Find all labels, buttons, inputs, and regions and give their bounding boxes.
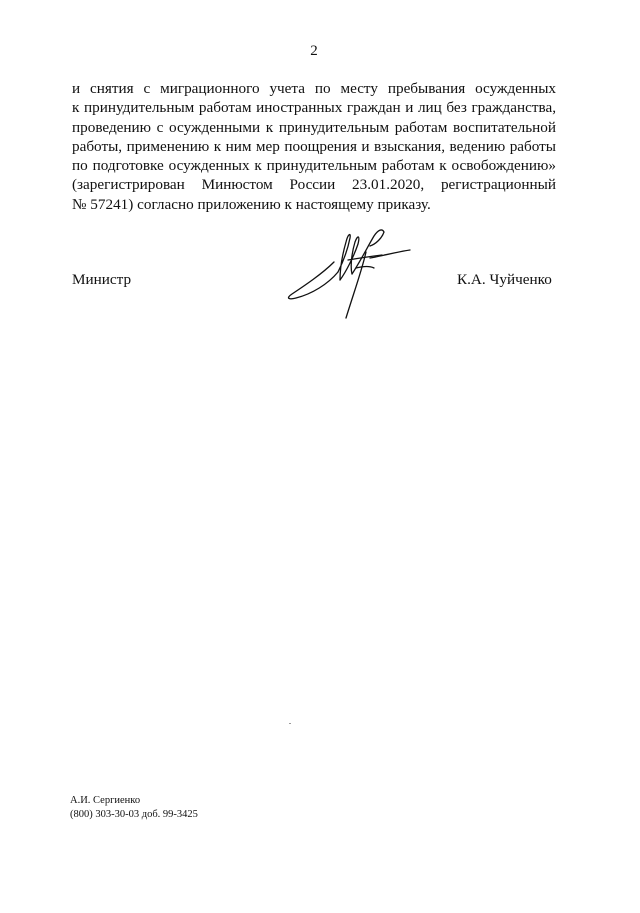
body-line: к принудительным работам иностранных граждан и лиц без гражданства, bbox=[72, 99, 556, 117]
signer-title: Министр bbox=[72, 271, 132, 288]
executor-name: А.И. Сергиенко bbox=[70, 795, 141, 806]
scan-speck bbox=[289, 723, 291, 724]
body-line: проведению с осужденными к принудительным работам воспитательной bbox=[72, 118, 556, 136]
signer-name: К.А. Чуйченко bbox=[457, 271, 552, 288]
handwritten-signature bbox=[282, 222, 418, 322]
body-line: работы, применению к ним мер поощрения и взыскания, ведению работы bbox=[72, 137, 556, 155]
executor-block bbox=[70, 794, 198, 821]
executor-phone: (800) 303-30-03 доб. 99-3425 bbox=[70, 808, 198, 820]
page-number: 2 bbox=[310, 43, 318, 59]
body-line: № 57241) согласно приложению к настоящему приказу. bbox=[72, 195, 431, 213]
body-line: по подготовке осужденных к принудительным работам к освобождению» bbox=[72, 157, 556, 175]
body-line: (зарегистрирован Минюстом России 23.01.2020, регистрационный bbox=[72, 176, 556, 194]
body-line: и снятия с миграционного учета по месту пребывания осужденных bbox=[72, 80, 556, 97]
body-paragraph bbox=[72, 79, 556, 214]
